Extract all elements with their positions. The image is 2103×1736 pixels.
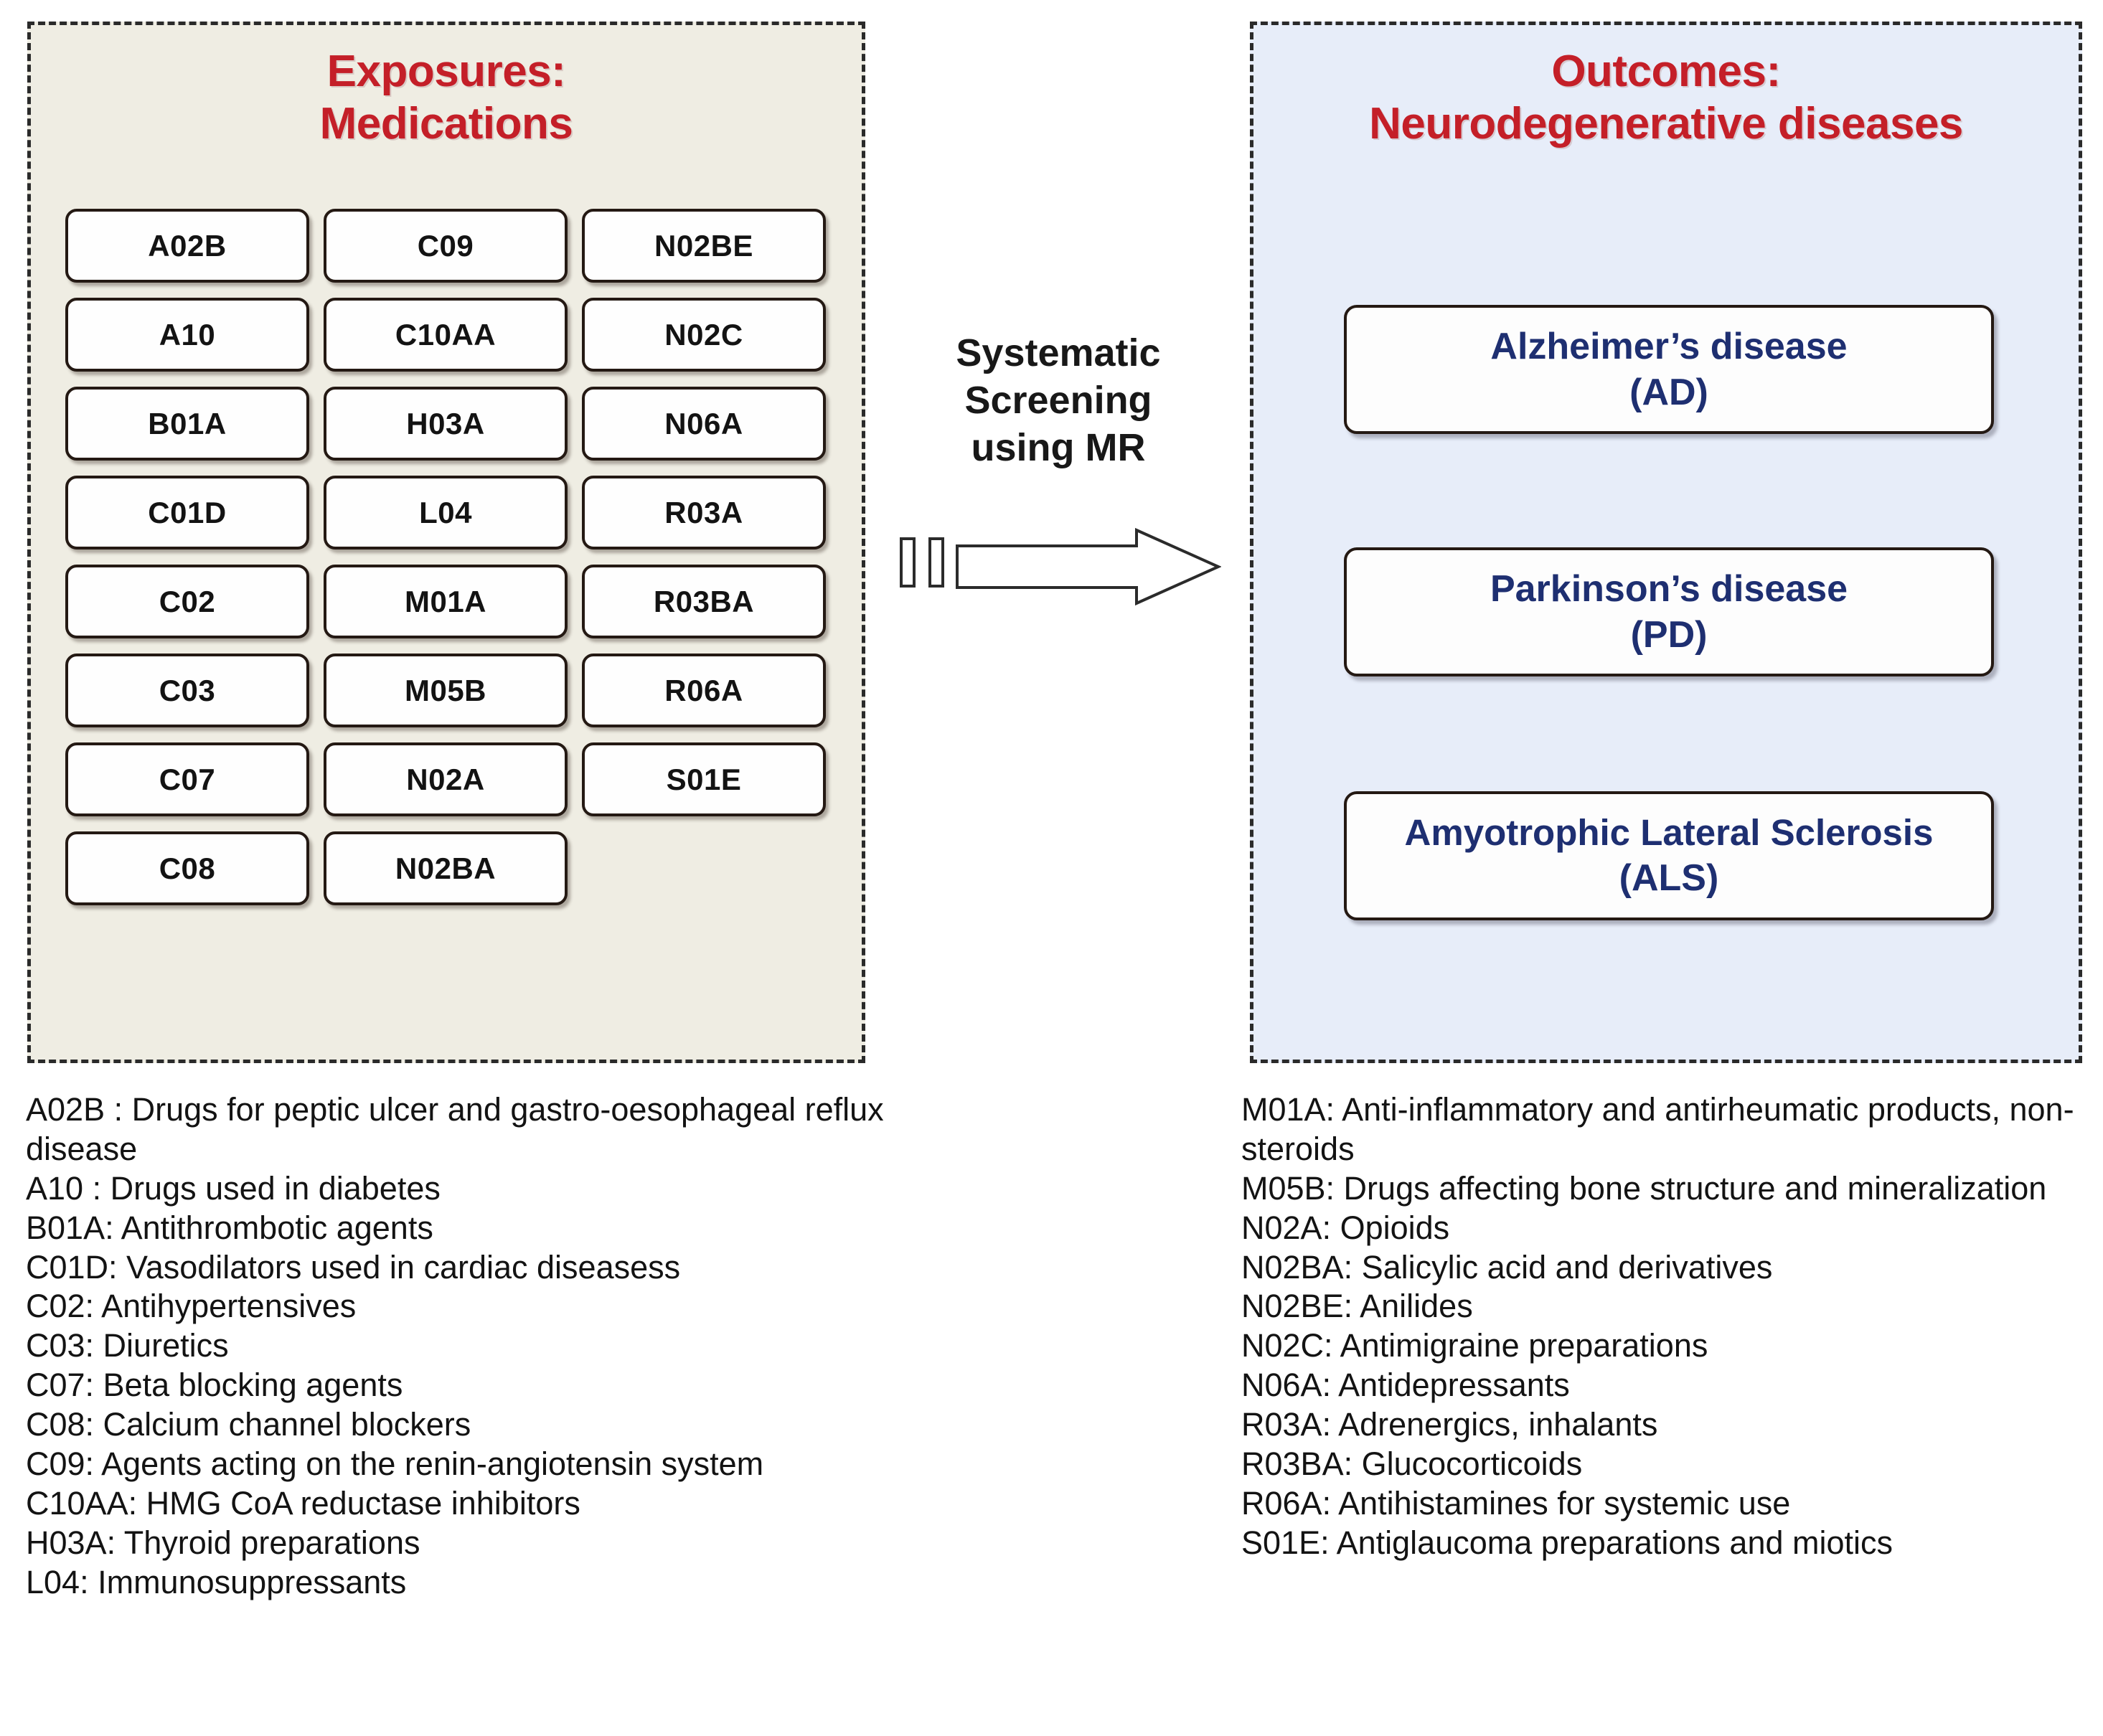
medication-code-box[interactable]: C10AA bbox=[324, 298, 568, 372]
legend-item: A10 : Drugs used in diabetes bbox=[26, 1169, 441, 1207]
outcome-box-als[interactable] bbox=[1344, 791, 1994, 920]
medication-code-box[interactable]: C08 bbox=[65, 831, 309, 905]
right-arrow-icon bbox=[956, 527, 1221, 606]
legend-item: C01D: Vasodilators used in cardiac diseasess bbox=[26, 1248, 681, 1286]
outcome-name: Alzheimer’s disease bbox=[1490, 325, 1848, 367]
legend-item: C09: Agents acting on the renin-angiotensin system bbox=[26, 1445, 764, 1483]
exposures-title-line2: Medications bbox=[319, 99, 573, 149]
legend-item: A02B : Drugs for peptic ulcer and gastro-oesophageal reflux disease bbox=[26, 1091, 884, 1167]
outcome-name: Amyotrophic Lateral Sclerosis bbox=[1404, 812, 1934, 854]
medication-code-box[interactable]: N06A bbox=[582, 387, 826, 461]
screening-label-line3: using MR bbox=[971, 425, 1146, 469]
screening-method-label bbox=[890, 330, 1227, 472]
medication-code-box[interactable]: R03A bbox=[582, 476, 826, 549]
outcomes-title-line1: Outcomes: bbox=[1551, 47, 1781, 96]
medication-code-grid bbox=[65, 209, 840, 905]
outcomes-title-line2: Neurodegenerative diseases bbox=[1369, 99, 1963, 149]
medication-code-box[interactable]: H03A bbox=[324, 387, 568, 461]
legend-item: R06A: Antihistamines for systemic use bbox=[1241, 1484, 1791, 1522]
legend-item: L04: Immunosuppressants bbox=[26, 1563, 407, 1600]
medication-code-box[interactable]: C07 bbox=[65, 742, 309, 816]
exposures-panel bbox=[27, 22, 865, 1063]
screening-label-line2: Screening bbox=[964, 378, 1152, 422]
legend-item: R03BA: Glucocorticoids bbox=[1241, 1445, 1583, 1483]
medication-code-box[interactable]: B01A bbox=[65, 387, 309, 461]
medication-code-box[interactable]: N02BE bbox=[582, 209, 826, 283]
legend-item: N06A: Antidepressants bbox=[1241, 1367, 1570, 1404]
exposures-title-line1: Exposures: bbox=[326, 47, 566, 96]
outcome-abbreviation: (PD) bbox=[1630, 614, 1708, 656]
medication-code-box[interactable]: R06A bbox=[582, 654, 826, 727]
outcome-box-alzheimers[interactable] bbox=[1344, 305, 1994, 434]
legend-item: C03: Diuretics bbox=[26, 1327, 229, 1364]
medication-code-box[interactable]: N02C bbox=[582, 298, 826, 372]
medication-code-box[interactable]: N02A bbox=[324, 742, 568, 816]
outcomes-panel bbox=[1250, 22, 2082, 1063]
medication-code-box[interactable]: R03BA bbox=[582, 565, 826, 638]
medication-code-box[interactable]: M01A bbox=[324, 565, 568, 638]
outcome-abbreviation: (ALS) bbox=[1619, 857, 1719, 900]
outcome-name: Parkinson’s disease bbox=[1490, 567, 1848, 610]
legend-right-column bbox=[1241, 1090, 2102, 1563]
legend-item: M01A: Anti-inflammatory and antirheumatic products, non-steroids bbox=[1241, 1091, 2074, 1167]
legend-item: S01E: Antiglaucoma preparations and miotics bbox=[1241, 1524, 1893, 1561]
legend-item: N02C: Antimigraine preparations bbox=[1241, 1327, 1708, 1364]
legend-item: H03A: Thyroid preparations bbox=[26, 1524, 420, 1561]
exposures-panel-title bbox=[31, 45, 862, 150]
medication-code-box[interactable]: C02 bbox=[65, 565, 309, 638]
outcome-box-parkinsons[interactable] bbox=[1344, 547, 1994, 676]
medication-code-box[interactable]: C01D bbox=[65, 476, 309, 549]
outcomes-panel-title bbox=[1253, 45, 2079, 150]
legend-item: N02A: Opioids bbox=[1241, 1209, 1450, 1246]
medication-code-box[interactable]: C09 bbox=[324, 209, 568, 283]
legend-item: C02: Antihypertensives bbox=[26, 1288, 357, 1325]
medication-code-box[interactable]: C03 bbox=[65, 654, 309, 727]
legend-item: R03A: Adrenergics, inhalants bbox=[1241, 1406, 1658, 1443]
arrow-tail-tick-icon bbox=[900, 537, 916, 588]
legend-item: N02BE: Anilides bbox=[1241, 1288, 1473, 1325]
legend-item: M05B: Drugs affecting bone structure and mineralization bbox=[1241, 1169, 2047, 1207]
screening-label-line1: Systematic bbox=[956, 331, 1161, 374]
legend-item: C08: Calcium channel blockers bbox=[26, 1406, 471, 1443]
legend-item: B01A: Antithrombotic agents bbox=[26, 1209, 433, 1246]
legend-item: C07: Beta blocking agents bbox=[26, 1367, 403, 1404]
medication-code-box[interactable]: S01E bbox=[582, 742, 826, 816]
screening-arrow-group bbox=[895, 527, 1218, 606]
medication-code-box[interactable]: N02BA bbox=[324, 831, 568, 905]
legend-item: C10AA: HMG CoA reductase inhibitors bbox=[26, 1484, 580, 1522]
legend-left-column bbox=[26, 1090, 987, 1603]
medication-grid-empty-cell bbox=[582, 831, 826, 905]
medication-code-box[interactable]: A10 bbox=[65, 298, 309, 372]
medication-code-box[interactable]: A02B bbox=[65, 209, 309, 283]
arrow-tail-tick-icon bbox=[928, 537, 944, 588]
medication-code-box[interactable]: L04 bbox=[324, 476, 568, 549]
outcome-abbreviation: (AD) bbox=[1629, 372, 1708, 413]
legend-item: N02BA: Salicylic acid and derivatives bbox=[1241, 1248, 1773, 1286]
medication-code-box[interactable]: M05B bbox=[324, 654, 568, 727]
